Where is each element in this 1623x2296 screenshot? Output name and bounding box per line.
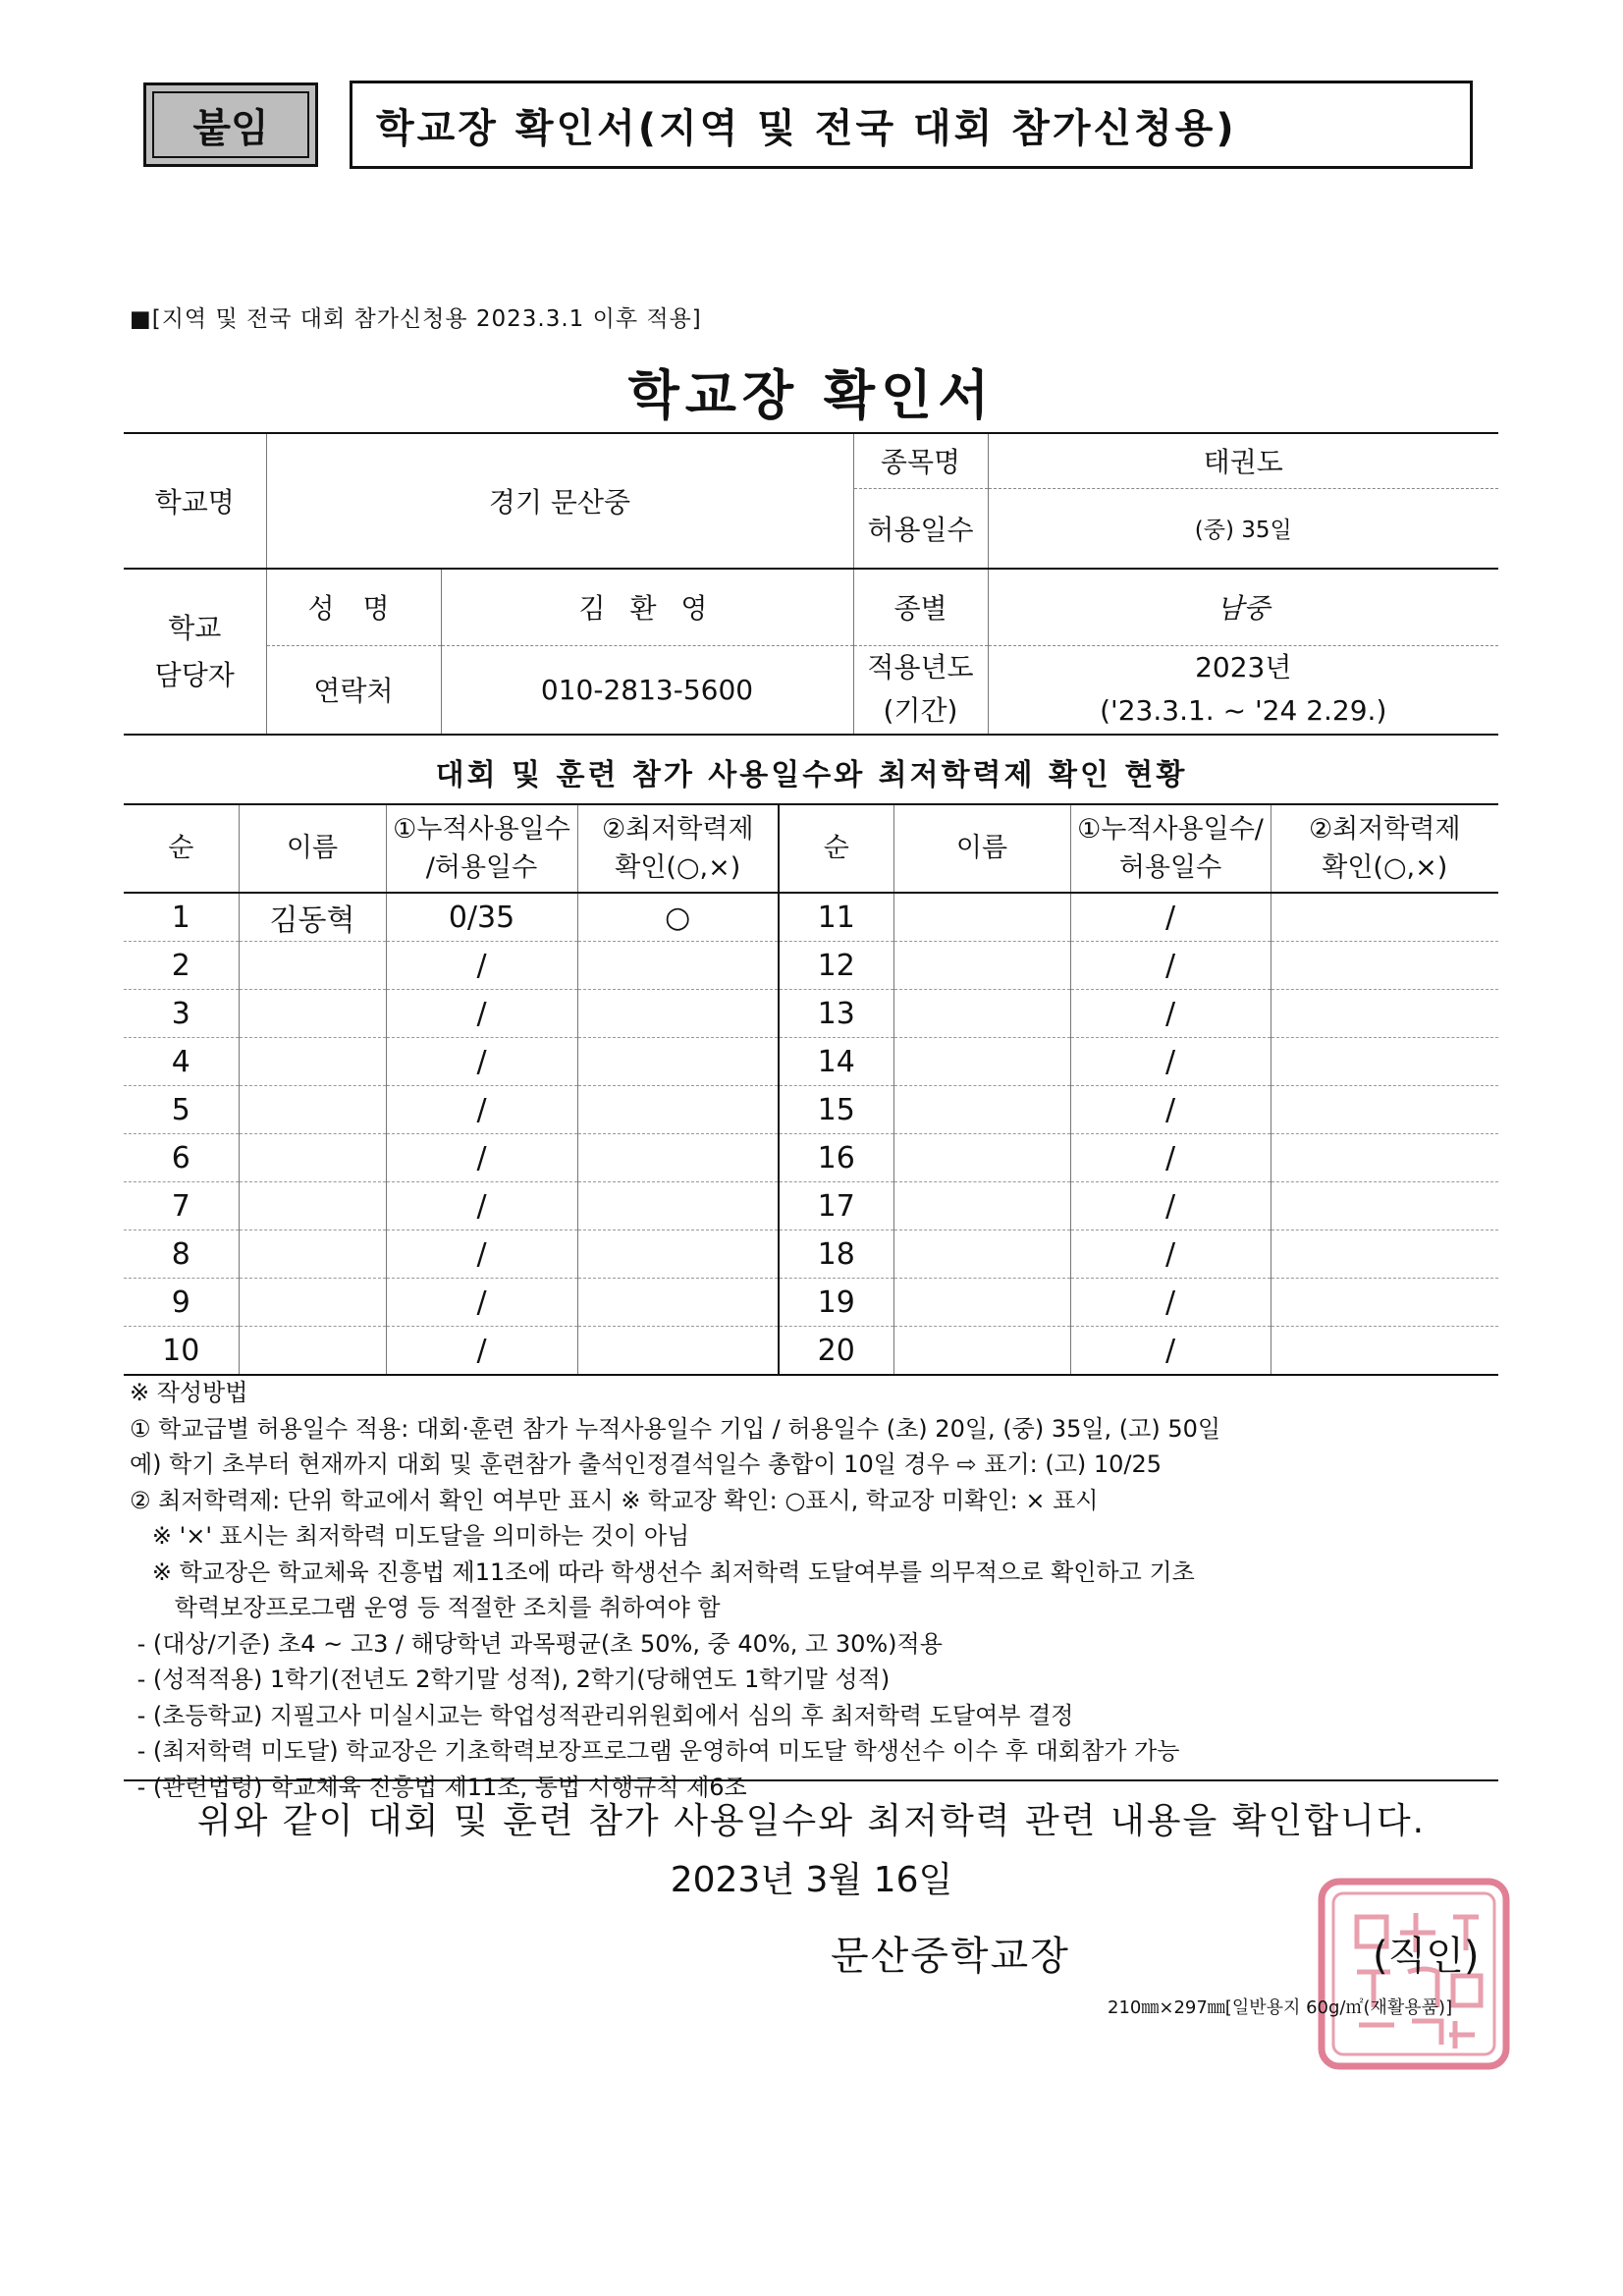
row-number: 9 — [124, 1279, 239, 1327]
row-days: / — [386, 1086, 577, 1134]
instruction-line: 예) 학기 초부터 현재까지 대회 및 훈련참가 출석인정결석일수 총합이 10일 경우 ⇨ 표기: (고) 10/25 — [130, 1450, 1163, 1478]
row-number-2: 15 — [779, 1086, 893, 1134]
contact-label: 연락처 — [266, 645, 441, 735]
row-name-2 — [893, 1279, 1070, 1327]
row-days: / — [386, 1279, 577, 1327]
row-number-2: 19 — [779, 1279, 893, 1327]
row-number: 5 — [124, 1086, 239, 1134]
col-header-min-2-line1: ②최저학력제 — [1308, 813, 1461, 845]
row-number-2: 13 — [779, 990, 893, 1038]
row-days-2: / — [1070, 942, 1271, 990]
row-days: / — [386, 1134, 577, 1182]
row-days: / — [386, 1327, 577, 1376]
row-days-2: / — [1070, 1134, 1271, 1182]
col-header-days-2 — [1070, 804, 1271, 893]
row-name — [239, 1086, 386, 1134]
row-min-check-2 — [1271, 1038, 1498, 1086]
attachment-tag-label: 붙임 — [152, 91, 309, 158]
header-title: 학교장 확인서(지역 및 전국 대회 참가신청용) — [376, 105, 1237, 151]
table-row — [124, 1086, 1498, 1134]
row-name — [239, 1038, 386, 1086]
row-number: 3 — [124, 990, 239, 1038]
col-header-days-2-line1: ①누적사용일수/ — [1077, 813, 1264, 845]
instruction-line: ① 학교급별 허용일수 적용: 대회·훈련 참가 누적사용일수 기입 / 허용일수 (초) 20일, (중) 35일, (고) 50일 — [130, 1414, 1221, 1443]
table-row — [124, 1279, 1498, 1327]
row-number: 6 — [124, 1134, 239, 1182]
row-name — [239, 990, 386, 1038]
instruction-line: ※ 작성방법 — [130, 1379, 248, 1406]
col-header-min-line1: ②최저학력제 — [601, 813, 754, 845]
instruction-line: - (초등학교) 지필고사 미실시교는 학업성적관리위원회에서 심의 후 최저학력 도달여부 결정 — [130, 1701, 1074, 1729]
row-min-check-2 — [1271, 1134, 1498, 1182]
table-row — [124, 1038, 1498, 1086]
row-min-check — [577, 1327, 779, 1376]
row-min-check-2 — [1271, 1279, 1498, 1327]
row-number-2: 17 — [779, 1182, 893, 1230]
row-name-2 — [893, 1327, 1070, 1376]
table-row — [124, 1230, 1498, 1279]
row-number: 1 — [124, 893, 239, 942]
period-range: ('23.3.1. ~ '24 2.29.) — [1100, 694, 1387, 728]
col-header-min-2-line2: 확인(○,×) — [1322, 852, 1448, 883]
row-days-2: / — [1070, 990, 1271, 1038]
period-year: 2023년 — [1195, 650, 1292, 683]
row-name-2 — [893, 990, 1070, 1038]
row-name — [239, 1182, 386, 1230]
row-days-2: / — [1070, 1182, 1271, 1230]
row-name — [239, 942, 386, 990]
seal-label: (직인) — [1373, 1934, 1480, 1979]
table-row — [124, 942, 1498, 990]
row-name-2 — [893, 942, 1070, 990]
sport-value: 태권도 — [988, 433, 1498, 488]
section-title: 대회 및 훈련 참가 사용일수와 최저학력제 확인 현황 — [435, 758, 1188, 793]
col-header-days — [386, 804, 577, 893]
row-days: / — [386, 1182, 577, 1230]
col-header-days-line2: /허용일수 — [425, 852, 538, 883]
instruction-line: - (관련법령) 학교체육 진흥법 제11조, 동법 시행규칙 제6조 — [130, 1773, 747, 1801]
row-name-2 — [893, 1134, 1070, 1182]
row-name-2 — [893, 1230, 1070, 1279]
row-min-check-2 — [1271, 893, 1498, 942]
col-header-days-2-line2: 허용일수 — [1118, 852, 1222, 883]
row-number: 7 — [124, 1182, 239, 1230]
confirmation-statement: 위와 같이 대회 및 훈련 참가 사용일수와 최저학력 관련 내용을 확인합니다. — [196, 1801, 1427, 1841]
row-days-2: / — [1070, 1327, 1271, 1376]
school-label: 학교명 — [124, 433, 266, 569]
sport-label: 종목명 — [853, 433, 988, 488]
divider — [124, 1779, 1498, 1781]
instruction-line: ※ '×' 표시는 최저학력 미도달을 의미하는 것이 아님 — [130, 1522, 690, 1550]
gender-label: 종별 — [853, 569, 988, 645]
col-header-min — [577, 804, 779, 893]
col-header-name: 이름 — [239, 804, 386, 893]
row-days-2: / — [1070, 1086, 1271, 1134]
row-days: 0/35 — [386, 893, 577, 942]
row-days-2: / — [1070, 1279, 1271, 1327]
row-days: / — [386, 1038, 577, 1086]
col-header-min-2 — [1271, 804, 1498, 893]
table-row — [124, 1327, 1498, 1376]
row-days-2: / — [1070, 1230, 1271, 1279]
instruction-line: - (대상/기준) 초4 ~ 고3 / 해당학년 과목평균(초 50%, 중 40%, 고 30%)적용 — [130, 1629, 943, 1658]
row-days-2: / — [1070, 1038, 1271, 1086]
row-min-check — [577, 1182, 779, 1230]
row-number-2: 12 — [779, 942, 893, 990]
manager-label-line1: 학교 — [168, 611, 222, 644]
row-min-check-2 — [1271, 942, 1498, 990]
row-min-check — [577, 1038, 779, 1086]
row-min-check — [577, 1279, 779, 1327]
instruction-line: ② 최저학력제: 단위 학교에서 확인 여부만 표시 ※ 학교장 확인: ○표시, 학교장 미확인: × 표시 — [130, 1486, 1099, 1514]
instruction-line: 학력보장프로그램 운영 등 적절한 조치를 취하여야 함 — [130, 1594, 721, 1621]
allowed-days-value: (중) 35일 — [988, 488, 1498, 569]
row-number-2: 11 — [779, 893, 893, 942]
row-min-check: ○ — [577, 893, 779, 942]
school-value: 경기 문산중 — [266, 433, 853, 569]
row-number: 4 — [124, 1038, 239, 1086]
period-value — [988, 645, 1498, 735]
row-min-check — [577, 1086, 779, 1134]
row-number-2: 20 — [779, 1327, 893, 1376]
row-number-2: 18 — [779, 1230, 893, 1279]
name-label: 성 명 — [266, 569, 441, 645]
row-min-check — [577, 942, 779, 990]
row-name-2 — [893, 1086, 1070, 1134]
row-min-check-2 — [1271, 990, 1498, 1038]
row-days-2: / — [1070, 893, 1271, 942]
gender-value: 남중 — [988, 569, 1498, 645]
name-value: 김 환 영 — [441, 569, 853, 645]
row-min-check-2 — [1271, 1230, 1498, 1279]
row-name — [239, 1279, 386, 1327]
table-row — [124, 1134, 1498, 1182]
document-title: 학교장 확인서 — [627, 364, 996, 426]
signer-title: 문산중학교장 — [831, 1934, 1070, 1979]
instruction-line: - (성적적용) 1학기(전년도 2학기말 성적), 2학기(당해연도 1학기말 성적) — [130, 1666, 891, 1693]
manager-label — [124, 569, 266, 735]
header-title-box — [350, 81, 1473, 169]
col-header-num: 순 — [124, 804, 239, 893]
row-name: 김동혁 — [239, 893, 386, 942]
paper-spec: 210㎜×297㎜[일반용지 60g/㎡(재활용품)] — [1108, 1997, 1453, 2018]
row-min-check-2 — [1271, 1182, 1498, 1230]
period-label-line2: (기간) — [883, 694, 958, 728]
row-number: 2 — [124, 942, 239, 990]
row-days: / — [386, 990, 577, 1038]
row-name-2 — [893, 893, 1070, 942]
period-label — [853, 645, 988, 735]
col-header-days-line1: ①누적사용일수 — [393, 813, 570, 845]
table-row — [124, 1182, 1498, 1230]
applicability-note: ■[지역 및 전국 대회 참가신청용 2023.3.1 이후 적용] — [130, 306, 702, 332]
row-number-2: 16 — [779, 1134, 893, 1182]
info-table — [124, 432, 1498, 736]
table-row — [124, 990, 1498, 1038]
row-name — [239, 1327, 386, 1376]
writing-instructions — [130, 1375, 1504, 1805]
row-name — [239, 1230, 386, 1279]
row-number-2: 14 — [779, 1038, 893, 1086]
row-min-check-2 — [1271, 1327, 1498, 1376]
issue-date: 2023년 3월 16일 — [670, 1860, 953, 1900]
row-number: 8 — [124, 1230, 239, 1279]
row-name — [239, 1134, 386, 1182]
table-row — [124, 893, 1498, 942]
allowed-days-label: 허용일수 — [853, 488, 988, 569]
row-min-check-2 — [1271, 1086, 1498, 1134]
attachment-tag — [143, 82, 318, 167]
instruction-line: ※ 학교장은 학교체육 진흥법 제11조에 따라 학생선수 최저학력 도달여부를 의무적으로 확인하고 기초 — [130, 1558, 1195, 1586]
period-label-line1: 적용년도 — [867, 650, 974, 683]
col-header-name-2: 이름 — [893, 804, 1070, 893]
row-days: / — [386, 942, 577, 990]
row-name-2 — [893, 1182, 1070, 1230]
col-header-num-2: 순 — [779, 804, 893, 893]
row-min-check — [577, 1134, 779, 1182]
row-name-2 — [893, 1038, 1070, 1086]
col-header-min-line2: 확인(○,×) — [615, 852, 741, 883]
instruction-line: - (최저학력 미도달) 학교장은 기초학력보장프로그램 운영하여 미도달 학생선수 이수 후 대회참가 가능 — [130, 1737, 1180, 1765]
row-number: 10 — [124, 1327, 239, 1376]
row-days: / — [386, 1230, 577, 1279]
row-min-check — [577, 990, 779, 1038]
row-min-check — [577, 1230, 779, 1279]
manager-label-line2: 담당자 — [154, 658, 235, 691]
contact-value: 010-2813-5600 — [441, 645, 853, 735]
roster-table — [124, 803, 1498, 1376]
